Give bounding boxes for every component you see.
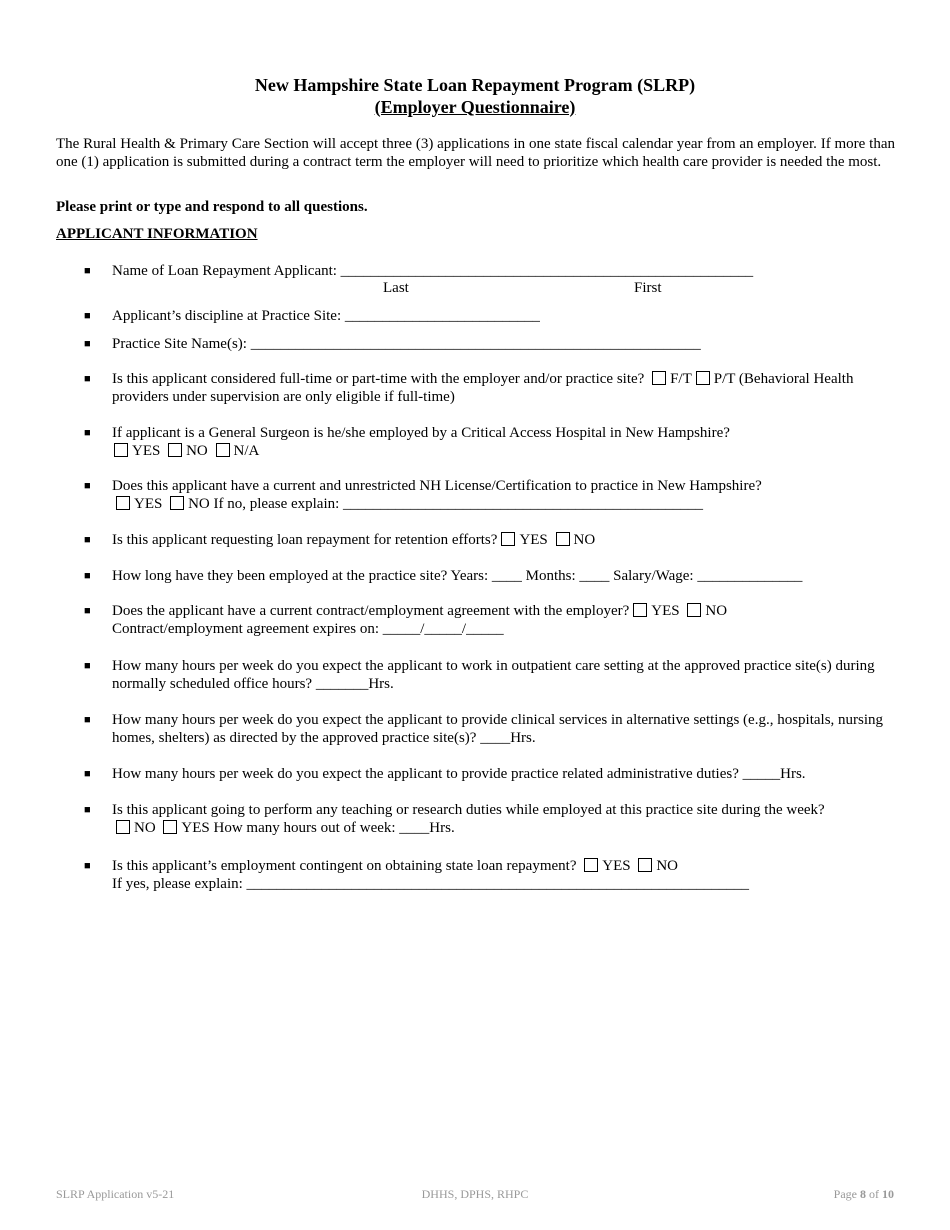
bullet-icon: ■ [84,768,91,780]
contract-expiry-field[interactable]: Contract/employment agreement expires on: _____/_____/_____ [112,621,504,637]
discipline-field[interactable]: Applicant’s discipline at Practice Site: __________________________ [112,308,540,324]
full-time-checkbox[interactable] [652,371,666,385]
part-time-checkbox[interactable] [696,371,710,385]
teaching-no-checkbox[interactable] [116,820,130,834]
teaching-question: Is this applicant going to perform any teaching or research duties while employed at this practice site during the week? NO YES How many hours out of week: ____Hrs. [112,802,825,836]
bullet-icon: ■ [84,605,91,617]
teaching-yes-checkbox[interactable] [163,820,177,834]
bullet-icon: ■ [84,373,91,385]
section-heading: APPLICANT INFORMATION [56,226,258,242]
first-name-label: First [634,280,662,296]
bullet-icon: ■ [84,338,91,350]
page-title: New Hampshire State Loan Repayment Program (SLRP) [254,75,696,95]
retention-yes-checkbox[interactable] [501,532,515,546]
surgeon-yes-checkbox[interactable] [114,443,128,457]
applicant-name-field[interactable]: Name of Loan Repayment Applicant: _______________________________________________________ [112,263,754,279]
administrative-hours-question[interactable]: How many hours per week do you expect the applicant to provide practice related administrative duties? _____Hrs. [112,766,806,782]
bullet-icon: ■ [84,534,91,546]
retention-no-checkbox[interactable] [556,532,570,546]
license-question: Does this applicant have a current and unrestricted NH License/Certification to practice in New Hampshire? YES NO If no, please explain: ________________________________________________ [112,478,762,512]
footer-page-number: Page 8 of 10 [833,1187,894,1201]
employment-status-question: Is this applicant considered full-time or part-time with the employer and/or practice site? F/T P/T (Behavioral Health providers under supervision are only eligible if full-time) [112,371,854,405]
license-yes-checkbox[interactable] [116,496,130,510]
outpatient-hours-question[interactable]: How many hours per week do you expect the applicant to work in outpatient care setting at the approved practice site(s) during normally scheduled office hours? _______Hrs. [112,658,875,692]
contingent-question: Is this applicant’s employment contingent on obtaining state loan repayment? YES NO If yes, please explain: ___________________________________________________________________ [112,858,750,892]
bullet-icon: ■ [84,570,91,582]
bullet-icon: ■ [84,480,91,492]
retention-question: Is this applicant requesting loan repayment for retention efforts? YES NO [112,532,596,548]
practice-site-name-field[interactable]: Practice Site Name(s): ____________________________________________________________ [112,336,701,352]
instruction-text: Please print or type and respond to all questions. [56,199,368,215]
bullet-icon: ■ [84,265,91,277]
bullet-icon: ■ [84,804,91,816]
contract-yes-checkbox[interactable] [633,603,647,617]
surgeon-no-checkbox[interactable] [168,443,182,457]
employment-length-question[interactable]: How long have they been employed at the practice site? Years: ____ Months: ____ Salary/Wage: ______________ [112,568,803,584]
contingent-yes-checkbox[interactable] [584,858,598,872]
page-subtitle: (Employer Questionnaire) [374,97,576,117]
general-surgeon-question: If applicant is a General Surgeon is he/she employed by a Critical Access Hospital in New Hampshire? YES NO N/A [112,425,730,459]
surgeon-na-checkbox[interactable] [216,443,230,457]
bullet-icon: ■ [84,860,91,872]
contract-no-checkbox[interactable] [687,603,701,617]
bullet-icon: ■ [84,714,91,726]
bullet-icon: ■ [84,660,91,672]
alternative-settings-question[interactable]: How many hours per week do you expect the applicant to provide clinical services in alternative settings (e.g., hospitals, nursing homes, shelters) as directed by the approved practice site(s)? ____Hrs. [112,712,884,746]
bullet-icon: ■ [84,427,91,439]
contract-question: Does the applicant have a current contract/employment agreement with the employer? YES NO Contract/employment agreement expires on: _____/_____/_____ [112,603,728,637]
footer-department: DHHS, DPHS, RHPC [421,1187,529,1201]
intro-paragraph: The Rural Health & Primary Care Section will accept three (3) applications in one state fiscal calendar year from an employer. If more than one (1) application is submitted during a contract term the employer will need to prioritize which health care provider is needed the most. [56,136,895,170]
bullet-icon: ■ [84,310,91,322]
license-no-checkbox[interactable] [170,496,184,510]
footer-version: SLRP Application v5-21 [56,1187,175,1201]
contingent-explain-field[interactable]: If yes, please explain: ___________________________________________________________________ [112,876,750,892]
last-name-label: Last [383,280,409,296]
contingent-no-checkbox[interactable] [638,858,652,872]
